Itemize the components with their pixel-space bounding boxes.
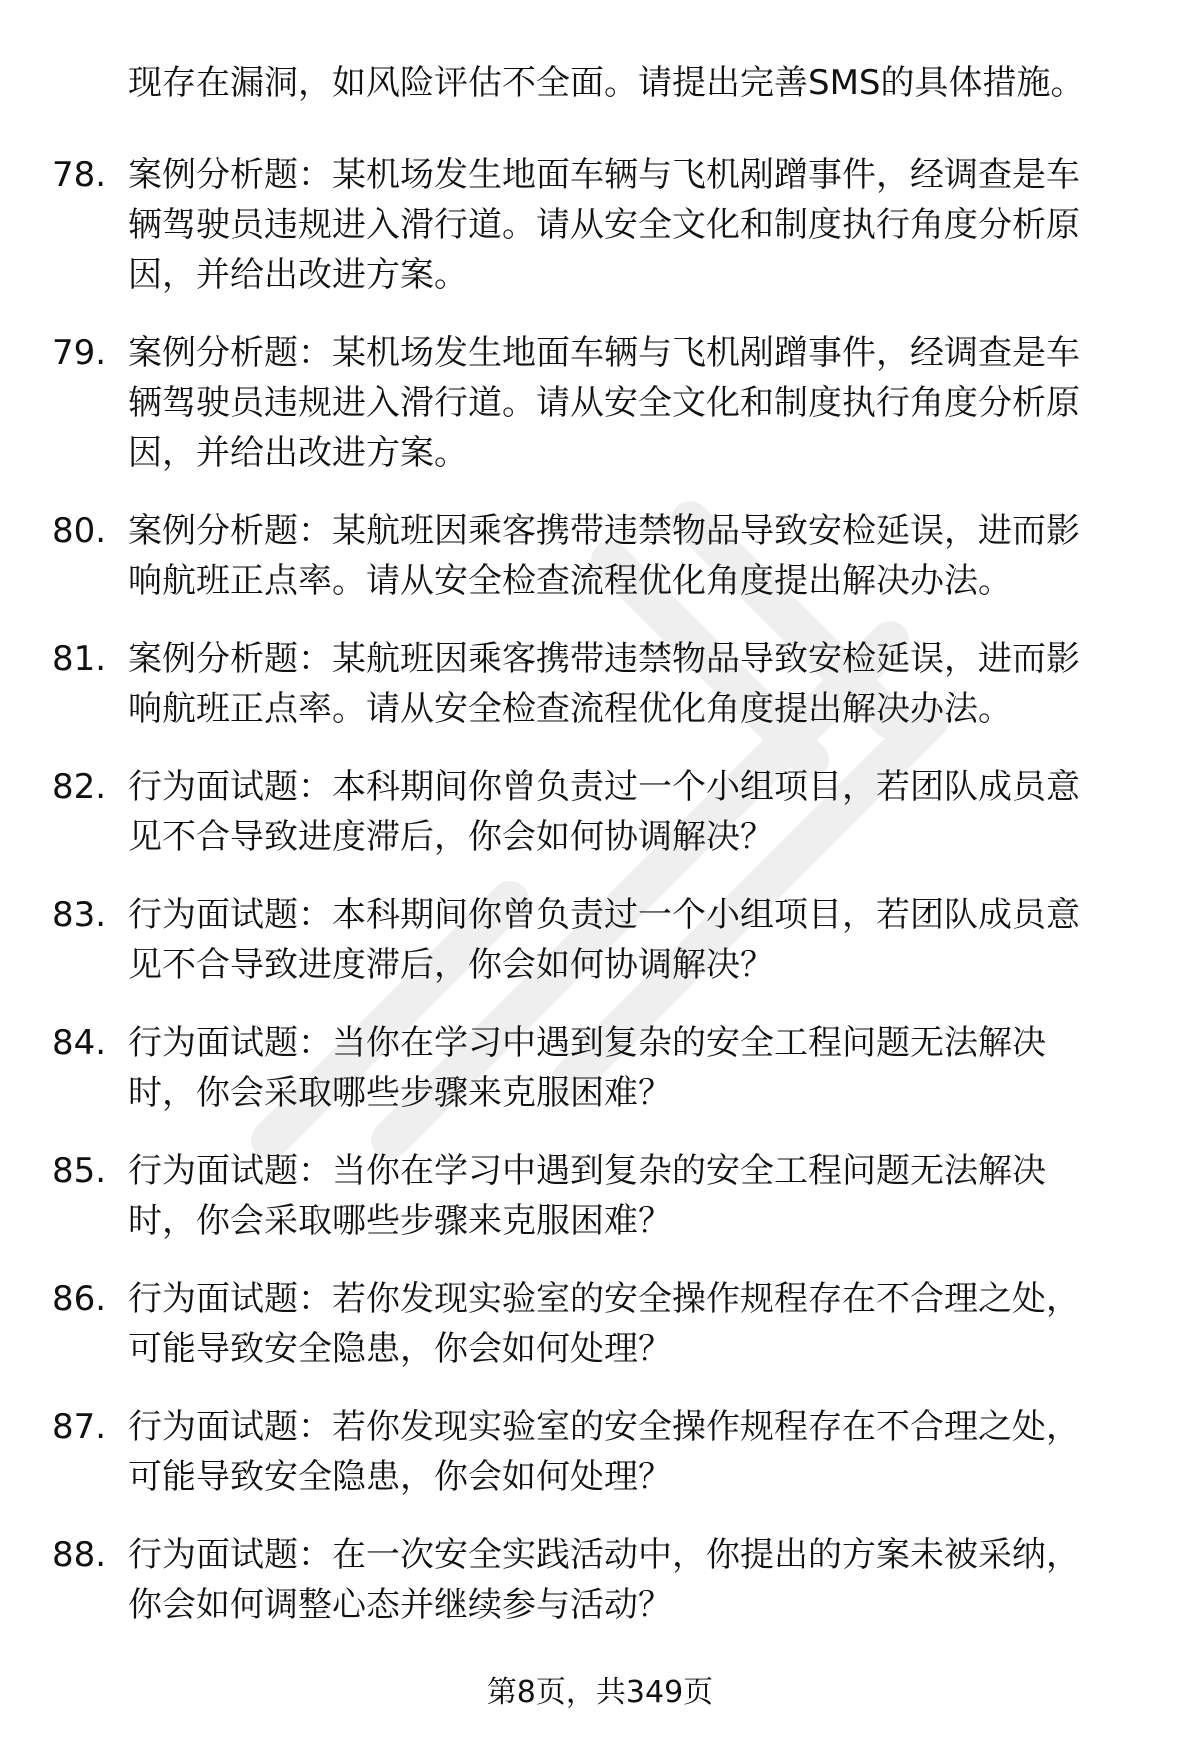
page-number-footer: 第8页，共349页 (486, 1675, 714, 1710)
question-number: 78. (52, 155, 107, 195)
question-number: 79. (52, 333, 107, 373)
question-item (0, 150, 1200, 300)
question-text-line: 可能导致安全隐患，你会如何处理？ (128, 1329, 672, 1369)
question-text-line: 行为面试题：本科期间你曾负责过一个小组项目，若团队成员意 (128, 895, 1080, 935)
question-text-line: 你会如何调整心态并继续参与活动？ (128, 1585, 672, 1625)
question-text (128, 1530, 1138, 1630)
question-text (128, 762, 1138, 862)
question-item (0, 890, 1200, 990)
question-text-line: 案例分析题：某航班因乘客携带违禁物品导致安检延误，进而影 (128, 511, 1080, 551)
question-item (0, 506, 1200, 606)
question-number: 83. (52, 895, 107, 935)
question-text-line: 辆驾驶员违规进入滑行道。请从安全文化和制度执行角度分析原 (128, 205, 1080, 245)
question-text-line: 时，你会采取哪些步骤来克服困难？ (128, 1073, 672, 1113)
question-text (128, 634, 1138, 734)
question-text (128, 1018, 1138, 1118)
question-text-line: 见不合导致进度滞后，你会如何协调解决？ (128, 817, 774, 857)
question-number: 85. (52, 1151, 107, 1191)
question-text-line: 案例分析题：某航班因乘客携带违禁物品导致安检延误，进而影 (128, 639, 1080, 679)
question-text-line: 行为面试题：若你发现实验室的安全操作规程存在不合理之处， (128, 1407, 1080, 1447)
question-item (0, 1274, 1200, 1374)
question-item (0, 1146, 1200, 1246)
question-item (0, 1402, 1200, 1502)
question-text (128, 1146, 1138, 1246)
question-text-line: 因，并给出改进方案。 (128, 433, 468, 473)
question-text (128, 328, 1138, 478)
question-number: 84. (52, 1023, 107, 1063)
question-text (128, 150, 1138, 300)
question-text (128, 1274, 1138, 1374)
question-text-line: 案例分析题：某机场发生地面车辆与飞机剐蹭事件，经调查是车 (128, 155, 1080, 195)
question-item (0, 762, 1200, 862)
question-text-line: 行为面试题：当你在学习中遇到复杂的安全工程问题无法解决 (128, 1151, 1046, 1191)
question-text (128, 1402, 1138, 1502)
question-number: 87. (52, 1407, 107, 1447)
question-text-line: 见不合导致进度滞后，你会如何协调解决？ (128, 945, 774, 985)
question-number: 86. (52, 1279, 107, 1319)
question-text-line: 行为面试题：本科期间你曾负责过一个小组项目，若团队成员意 (128, 767, 1080, 807)
question-item (0, 1530, 1200, 1630)
question-text (128, 506, 1138, 606)
question-text-line: 行为面试题：在一次安全实践活动中，你提出的方案未被采纳， (128, 1535, 1080, 1575)
question-item (0, 328, 1200, 478)
question-text (128, 890, 1138, 990)
question-number: 80. (52, 511, 107, 551)
question-item (0, 1018, 1200, 1118)
question-text-line: 可能导致安全隐患，你会如何处理？ (128, 1457, 672, 1497)
question-text-line: 响航班正点率。请从安全检查流程优化角度提出解决办法。 (128, 689, 1012, 729)
question-text-line: 因，并给出改进方案。 (128, 255, 468, 295)
carryover-text: 现存在漏洞，如风险评估不全面。请提出完善SMS的具体措施。 (128, 63, 1085, 103)
question-text-line: 时，你会采取哪些步骤来克服困难？ (128, 1201, 672, 1241)
question-text-line: 辆驾驶员违规进入滑行道。请从安全文化和制度执行角度分析原 (128, 383, 1080, 423)
question-number: 81. (52, 639, 107, 679)
question-text-line: 行为面试题：当你在学习中遇到复杂的安全工程问题无法解决 (128, 1023, 1046, 1063)
question-text-line: 响航班正点率。请从安全检查流程优化角度提出解决办法。 (128, 561, 1012, 601)
question-text-line: 行为面试题：若你发现实验室的安全操作规程存在不合理之处， (128, 1279, 1080, 1319)
question-number: 88. (52, 1535, 107, 1575)
question-list (0, 150, 1200, 1658)
question-item (0, 634, 1200, 734)
question-number: 82. (52, 767, 107, 807)
question-text-line: 案例分析题：某机场发生地面车辆与飞机剐蹭事件，经调查是车 (128, 333, 1080, 373)
